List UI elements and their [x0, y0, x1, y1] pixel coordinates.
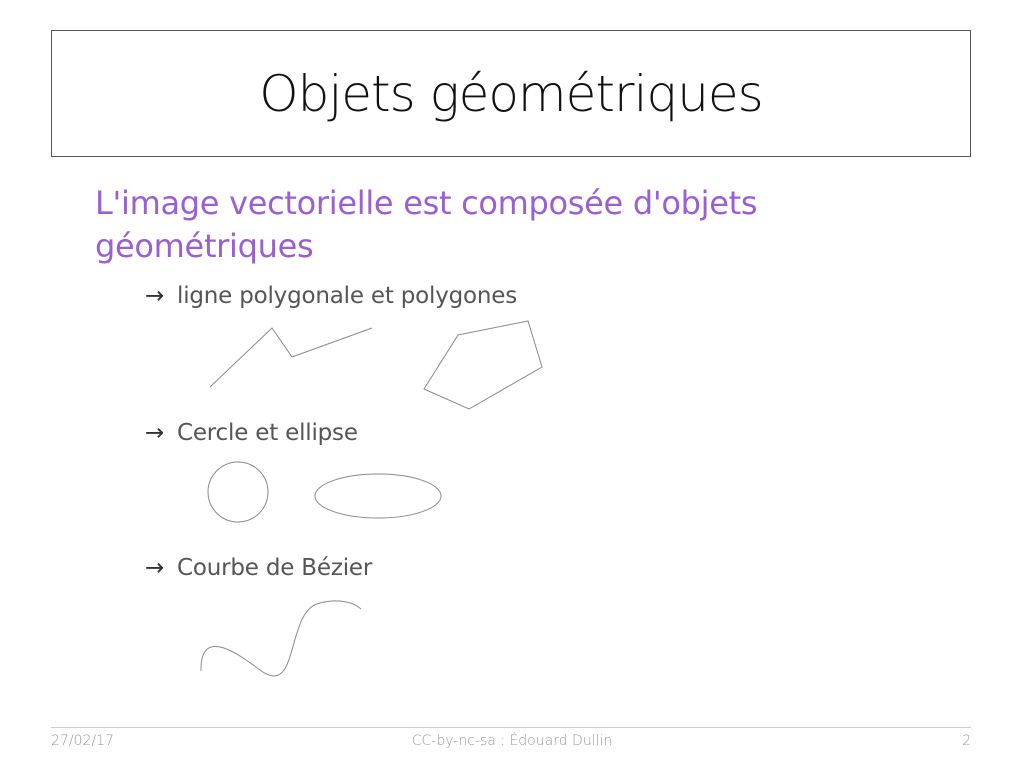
slide-title: Objets géométriques — [259, 64, 763, 123]
circle-illustration — [208, 462, 268, 522]
footer-divider — [51, 727, 971, 728]
bullet-text: Cercle et ellipse — [177, 420, 358, 446]
bullet-text: ligne polygonale et polygones — [177, 283, 518, 309]
ellipse-illustration — [315, 474, 441, 518]
footer-date: 27/02/17 — [51, 733, 114, 749]
title-box — [51, 30, 971, 157]
bullet-bezier — [145, 555, 372, 581]
pentagon-illustration — [424, 321, 542, 409]
bullet-circle-ellipse — [145, 420, 358, 446]
arrow-right-icon: → — [145, 555, 165, 581]
bezier-illustration — [201, 601, 361, 676]
footer-license: CC-by-nc-sa : Édouard Dullin — [411, 733, 613, 749]
bullet-polyline — [145, 283, 517, 309]
arrow-right-icon: → — [145, 420, 165, 446]
bullet-text: Courbe de Bézier — [177, 555, 373, 581]
arrow-right-icon: → — [145, 283, 165, 309]
footer-page-number: 2 — [962, 733, 971, 749]
slide-heading: L'image vectorielle est composée d'objets géométriques — [95, 184, 758, 265]
polyline-illustration — [210, 328, 372, 387]
